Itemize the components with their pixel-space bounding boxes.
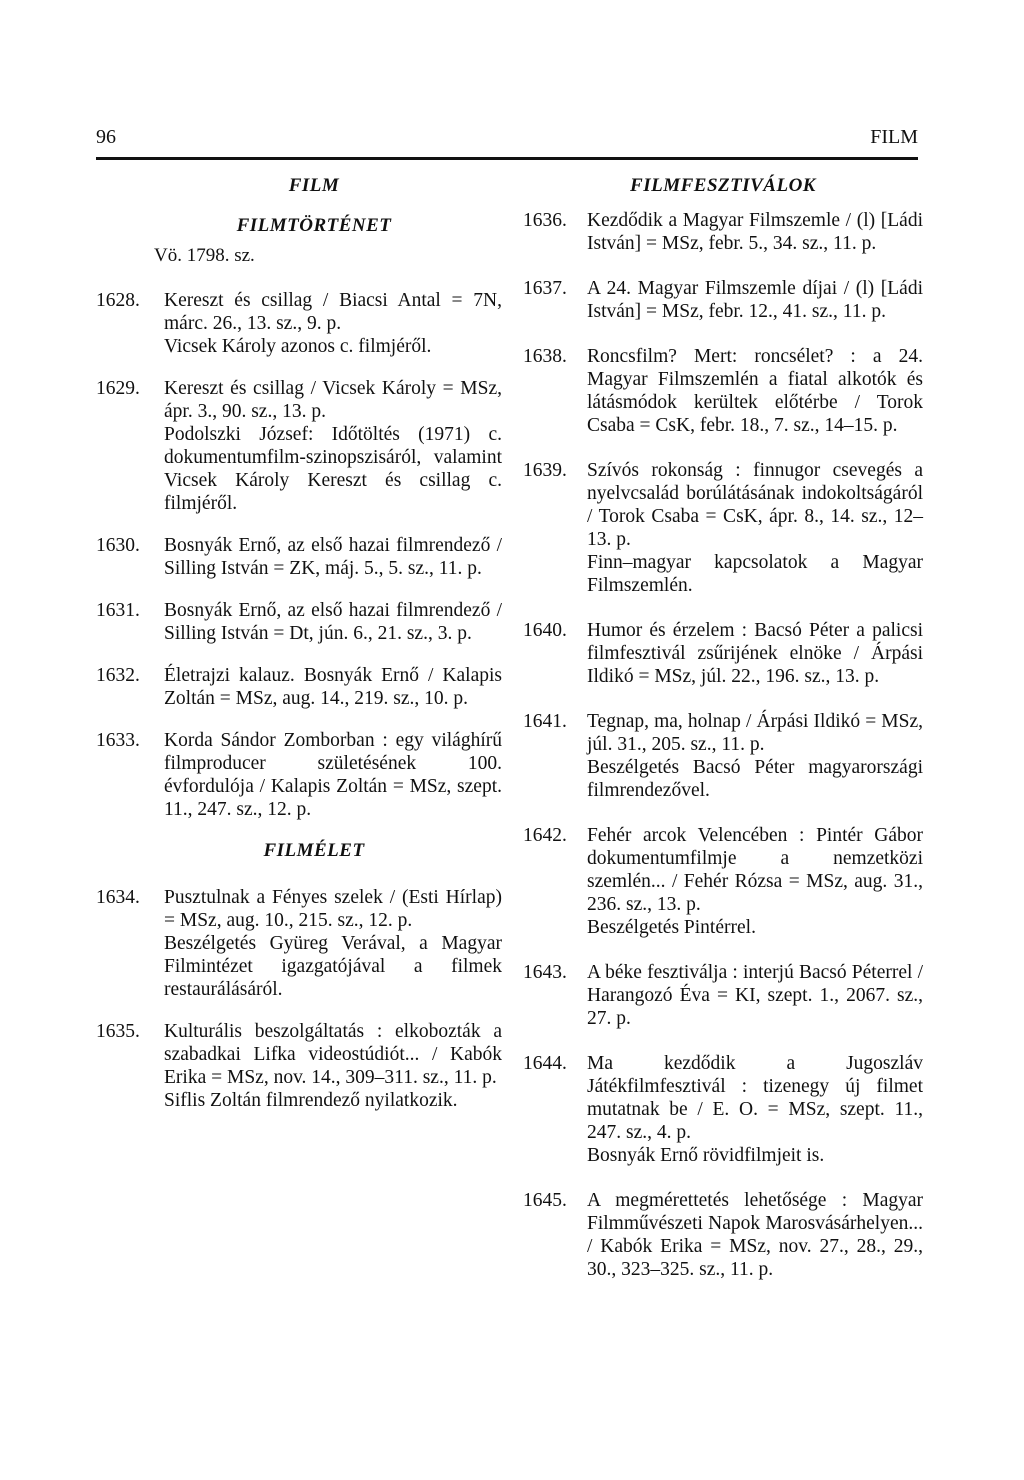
entry-number: 1637. bbox=[523, 278, 567, 299]
entry-line: Podolszki József: Időtöltés (1971) c. dokumentumfilm-szinopszisáról, valamint Vicsek Károly Kereszt és csillag c. filmjéről. bbox=[164, 424, 502, 514]
entry-text bbox=[587, 277, 923, 323]
entry-text bbox=[164, 377, 502, 515]
bibliography-entry bbox=[96, 534, 502, 580]
entry-line: Kezdődik a Magyar Filmszemle / (l) [Ládi István] = MSz, febr. 5., 34. sz., 11. p. bbox=[587, 210, 923, 254]
bibliography-entry bbox=[96, 289, 502, 358]
entry-number: 1636. bbox=[523, 210, 567, 231]
entry-number: 1628. bbox=[96, 290, 140, 311]
entry-text bbox=[587, 619, 923, 688]
entry-number: 1629. bbox=[96, 378, 140, 399]
entry-text bbox=[587, 459, 923, 597]
entry-text bbox=[164, 664, 502, 710]
entry-number: 1642. bbox=[523, 825, 567, 846]
entry-line: Bosnyák Ernő rövidfilmjeit is. bbox=[587, 1145, 825, 1166]
entry-number: 1639. bbox=[523, 460, 567, 481]
bibliography-entry bbox=[523, 1052, 923, 1167]
entry-number: 1634. bbox=[96, 887, 140, 908]
entry-line: Vicsek Károly azonos c. filmjéről. bbox=[164, 336, 432, 357]
entry-line: Életrajzi kalauz. Bosnyák Ernő / Kalapis Zoltán = MSz, aug. 14., 219. sz., 10. p. bbox=[164, 665, 502, 709]
entry-line: A megmérettetés lehetősége : Magyar Filmművészeti Napok Marosvásárhelyen... / Kabók Erika = MSz, nov. 27., 28., 29., 30., 323–325. sz., 11. p. bbox=[587, 1190, 923, 1280]
entry-list bbox=[523, 209, 923, 1281]
right-column bbox=[523, 175, 923, 1303]
entry-number: 1640. bbox=[523, 620, 567, 641]
entry-number: 1632. bbox=[96, 665, 140, 686]
entry-text bbox=[164, 289, 502, 358]
entry-text bbox=[587, 824, 923, 939]
running-head: FILM bbox=[870, 126, 918, 148]
bibliography-entry bbox=[96, 1020, 502, 1112]
entry-text bbox=[587, 209, 923, 255]
entry-line: Bosnyák Ernő, az első hazai filmrendező / Silling István = Dt, jún. 6., 21. sz., 3. p. bbox=[164, 600, 502, 644]
bibliography-entry bbox=[523, 209, 923, 255]
entry-number: 1643. bbox=[523, 962, 567, 983]
subsection-heading: FILMFESZTIVÁLOK bbox=[630, 175, 816, 196]
entry-text bbox=[587, 1052, 923, 1167]
header-rule bbox=[96, 157, 918, 160]
entry-line: Fehér arcok Velencében : Pintér Gábor dokumentumfilmje a nemzetközi szemlén... / Fehér Rózsa = MSz, aug. 31., 236. sz., 13. p. bbox=[587, 825, 923, 915]
see-also-note: Vö. 1798. sz. bbox=[154, 245, 255, 266]
entry-line: Beszélgetés Gyüreg Verával, a Magyar Filmintézet igazgatójával a filmek restaurálásáról. bbox=[164, 933, 502, 1000]
bibliography-entry bbox=[96, 886, 502, 1001]
bibliography-entry bbox=[523, 459, 923, 597]
entry-text bbox=[164, 886, 502, 1001]
entry-line: Tegnap, ma, holnap / Árpási Ildikó = MSz, júl. 31., 205. sz., 11. p. bbox=[587, 711, 923, 755]
bibliography-entry bbox=[523, 961, 923, 1030]
entry-number: 1635. bbox=[96, 1021, 140, 1042]
entry-line: Finn–magyar kapcsolatok a Magyar Filmszemlén. bbox=[587, 552, 923, 596]
entry-line: Siflis Zoltán filmrendező nyilatkozik. bbox=[164, 1090, 458, 1111]
bibliography-entry bbox=[96, 729, 502, 821]
entry-number: 1641. bbox=[523, 711, 567, 732]
bibliography-entry bbox=[96, 664, 502, 710]
subsection-heading: FILMTÖRTÉNET bbox=[236, 215, 392, 236]
entry-text bbox=[587, 961, 923, 1030]
entry-line: Korda Sándor Zomborban : egy világhírű filmproducer születésének 100. évfordulója / Kalapis Zoltán = MSz, szept. 11., 247. sz., 12. p. bbox=[164, 730, 502, 820]
entry-text bbox=[164, 1020, 502, 1112]
entry-line: Kereszt és csillag / Biacsi Antal = 7N, márc. 26., 13. sz., 9. p. bbox=[164, 290, 502, 334]
entry-list bbox=[96, 289, 502, 821]
entry-list bbox=[96, 886, 502, 1112]
entry-line: Ma kezdődik a Jugoszláv Játékfilmfesztivál : tizenegy új filmet mutatnak be / E. O. = MSz, szept. 11., 247. sz., 4. p. bbox=[587, 1053, 923, 1143]
entry-line: Beszélgetés Bacsó Péter magyarországi filmrendezővel. bbox=[587, 757, 923, 801]
bibliography-entry bbox=[96, 599, 502, 645]
section-heading: FILM bbox=[288, 175, 340, 196]
entry-text bbox=[587, 1189, 923, 1281]
bibliography-entry bbox=[523, 345, 923, 437]
entry-number: 1638. bbox=[523, 346, 567, 367]
entry-number: 1633. bbox=[96, 730, 140, 751]
entry-line: A 24. Magyar Filmszemle díjai / (l) [Ládi István] = MSz, febr. 12., 41. sz., 11. p. bbox=[587, 278, 923, 322]
page-number: 96 bbox=[96, 126, 116, 148]
entry-line: A béke fesztiválja : interjú Bacsó Péterrel / Harangozó Éva = KI, szept. 1., 2067. sz., 27. p. bbox=[587, 962, 923, 1029]
page-header bbox=[96, 126, 918, 156]
entry-line: Pusztulnak a Fényes szelek / (Esti Hírlap) = MSz, aug. 10., 215. sz., 12. p. bbox=[164, 887, 502, 931]
entry-number: 1644. bbox=[523, 1053, 567, 1074]
entry-line: Bosnyák Ernő, az első hazai filmrendező / Silling István = ZK, máj. 5., 5. sz., 11. p. bbox=[164, 535, 502, 579]
entry-text bbox=[164, 534, 502, 580]
entry-line: Roncsfilm? Mert: roncsélet? : a 24. Magyar Filmszemlén a fiatal alkotók és látásmódok kerültek előtérbe / Torok Csaba = CsK, febr. 18., 7. sz., 14–15. p. bbox=[587, 346, 923, 436]
left-column bbox=[96, 175, 502, 1131]
bibliography-entry bbox=[523, 277, 923, 323]
entry-text bbox=[587, 710, 923, 802]
bibliography-entry bbox=[523, 619, 923, 688]
entry-line: Kulturális beszolgáltatás : elkobozták a szabadkai Lifka videostúdiót... / Kabók Erika = MSz, nov. 14., 309–311. sz., 11. p. bbox=[164, 1021, 502, 1088]
entry-number: 1631. bbox=[96, 600, 140, 621]
entry-number: 1630. bbox=[96, 535, 140, 556]
entry-line: Kereszt és csillag / Vicsek Károly = MSz, ápr. 3., 90. sz., 13. p. bbox=[164, 378, 502, 422]
entry-line: Beszélgetés Pintérrel. bbox=[587, 917, 756, 938]
bibliography-entry bbox=[523, 1189, 923, 1281]
entry-text bbox=[164, 599, 502, 645]
entry-number: 1645. bbox=[523, 1190, 567, 1211]
entry-line: Humor és érzelem : Bacsó Péter a palicsi filmfesztivál zsűrijének elnöke / Árpási Ildikó = MSz, júl. 22., 196. sz., 13. p. bbox=[587, 620, 923, 687]
entry-line: Szívós rokonság : finnugor csevegés a nyelvcsalád borúlátásának indokoltságáról / Torok Csaba = CsK, ápr. 8., 14. sz., 12–13. p. bbox=[587, 460, 923, 550]
entry-text bbox=[587, 345, 923, 437]
subsection-heading: FILMÉLET bbox=[263, 840, 365, 861]
entry-text bbox=[164, 729, 502, 821]
bibliography-entry bbox=[96, 377, 502, 515]
bibliography-entry bbox=[523, 824, 923, 939]
bibliography-entry bbox=[523, 710, 923, 802]
